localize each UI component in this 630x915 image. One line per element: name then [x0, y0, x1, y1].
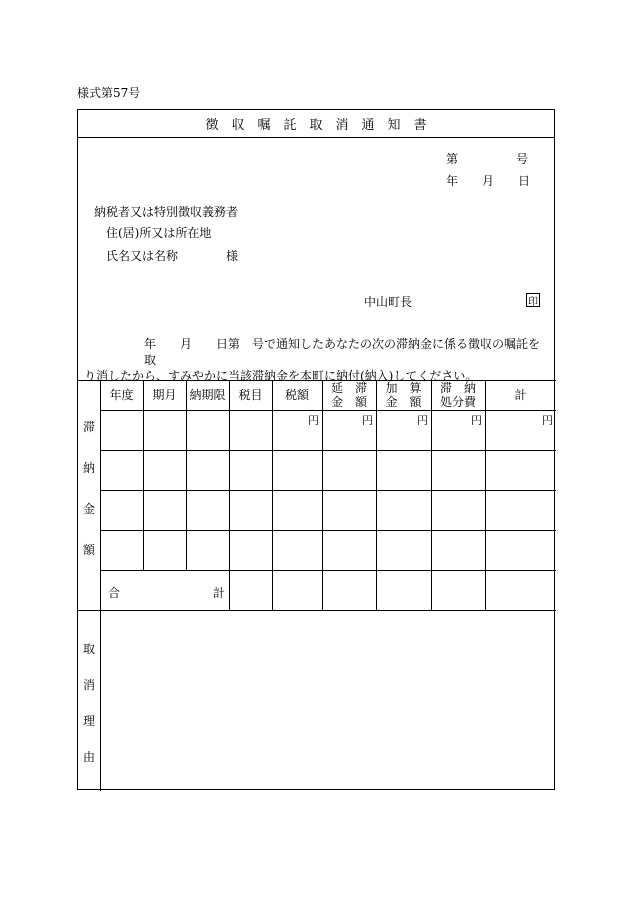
side-label-char: 滞 [82, 420, 95, 434]
table-row-line [100, 450, 556, 451]
col-header-disposal-bottom: 処分費 [439, 395, 476, 409]
form-title: 徴収嘱託取消通知書 [205, 118, 440, 133]
col-divider [229, 380, 230, 610]
col-header-add [376, 380, 431, 410]
form-number: 様式第57号 [77, 86, 141, 100]
name-label: 氏名又は名称 [106, 249, 179, 263]
notice-line-2: り消したから、すみやかに当該滞納金を本町に納付(納入)してください。 [84, 369, 478, 383]
number-suffix: 号 [516, 152, 529, 166]
reason-label-char: 理 [82, 714, 95, 728]
addressee-heading: 納税者又は特別徴収義務者 [94, 205, 239, 219]
table-header-border [100, 410, 556, 411]
yen-unit-tax: 円 [308, 414, 319, 427]
yen-unit-add: 円 [417, 414, 428, 427]
col-header-add-bottom: 金 額 [385, 395, 422, 409]
col-divider [431, 380, 432, 610]
reason-label-char: 取 [82, 642, 95, 656]
side-label-reason [78, 640, 100, 784]
col-divider [272, 380, 273, 610]
table-row-line [100, 490, 556, 491]
col-header-delay-bottom: 金 額 [330, 395, 367, 409]
issuer-title: 中山町長 [364, 295, 413, 309]
col-header-delay [322, 380, 376, 410]
side-label-divider [100, 380, 101, 791]
table-row-line [100, 570, 556, 571]
notice-form [77, 109, 555, 790]
col-divider [322, 380, 323, 610]
col-header-item: 税目 [238, 388, 263, 402]
col-header-tax: 税額 [284, 388, 309, 402]
col-header-disposal-top: 滞 納 [439, 381, 476, 395]
title-row [78, 110, 554, 138]
notice-line-1: 年 月 日第 号で通知したあなたの次の滞納金に係る徴収の嘱託を取 [144, 337, 541, 367]
side-label-char: 金 [82, 502, 95, 516]
yen-unit-total: 円 [542, 414, 553, 427]
reason-label-char: 由 [82, 750, 95, 764]
yen-unit-disposal: 円 [471, 414, 482, 427]
number-prefix: 第 [446, 152, 459, 166]
table-row-line [100, 530, 556, 531]
side-label-char: 納 [82, 461, 95, 475]
col-header-period: 期月 [152, 388, 177, 402]
honorific: 様 [226, 249, 239, 263]
col-header-delay-top: 延 滞 [330, 381, 367, 395]
table-bottom-border [78, 610, 556, 611]
date-day: 日 [518, 174, 531, 188]
total-row-label-start: 合 [108, 586, 121, 600]
yen-unit-delay: 円 [362, 414, 373, 427]
side-label-arrears [78, 418, 100, 582]
col-header-total: 計 [514, 388, 527, 402]
side-label-char: 額 [82, 543, 95, 557]
notice-text [84, 336, 550, 384]
address-label: 住(居)所又は所在地 [106, 226, 212, 240]
col-header-add-top: 加 算 [385, 381, 422, 395]
col-header-year: 年度 [109, 388, 134, 402]
date-month: 月 [482, 174, 495, 188]
col-header-disposal [431, 380, 485, 410]
date-year: 年 [446, 174, 459, 188]
col-divider [376, 380, 377, 610]
col-header-due: 納期限 [189, 388, 226, 402]
seal-mark: 印 [526, 293, 540, 307]
reason-label-char: 消 [82, 678, 95, 692]
col-divider [485, 380, 486, 610]
total-row-label-end: 計 [213, 586, 226, 600]
